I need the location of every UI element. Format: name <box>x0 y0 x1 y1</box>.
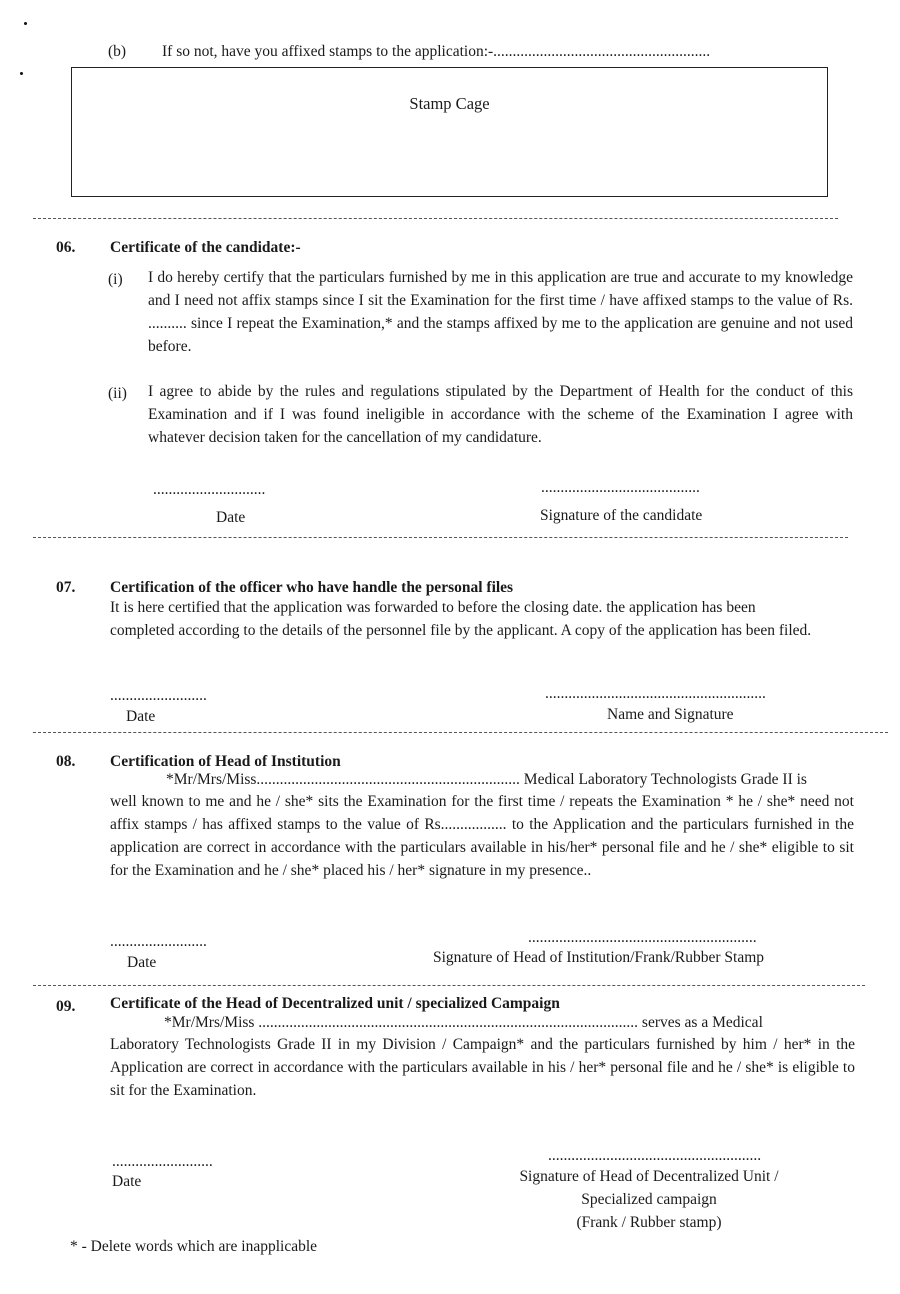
section-08-title: Certification of Head of Institution <box>110 753 341 770</box>
section-08-first-line: *Mr/Mrs/Miss.................................................................... Medical Laboratory Technologists Grade II is <box>166 771 807 788</box>
item-b-text: If so not, have you affixed stamps to the application:-........................................................ <box>162 43 711 60</box>
section-09-signature-line-3: (Frank / Rubber stamp) <box>576 1214 722 1231</box>
section-08-signature-label: Signature of Head of Institution/Frank/Rubber Stamp <box>433 949 765 966</box>
section-divider <box>33 732 888 733</box>
section-08-date-line: ......................... <box>110 933 207 950</box>
section-divider <box>33 218 838 219</box>
section-09-date-line: .......................... <box>112 1153 213 1170</box>
scan-speck <box>20 72 23 75</box>
section-09-signature-line-2: Specialized campaign <box>581 1191 717 1208</box>
section-09-first-line: *Mr/Mrs/Miss .................................................................................................. serves as a Medical <box>164 1014 763 1031</box>
scan-speck <box>24 22 27 25</box>
footnote: * - Delete words which are inapplicable <box>70 1238 318 1255</box>
section-06-date-line: ............................. <box>153 481 266 498</box>
section-09-signature-block <box>490 1165 808 1234</box>
stamp-cage-box <box>71 67 828 197</box>
section-09-number: 09. <box>56 998 76 1015</box>
section-07-date-label: Date <box>126 708 156 725</box>
section-07-signature-line: ......................................................... <box>545 685 766 702</box>
section-08-number: 08. <box>56 753 76 770</box>
section-09-date-label: Date <box>112 1173 142 1190</box>
section-09-signature-line-1: Signature of Head of Decentralized Unit / <box>519 1168 779 1185</box>
section-06-signature-line: ......................................... <box>541 479 700 496</box>
item-b-label: (b) <box>108 43 127 60</box>
section-07-text: It is here certified that the application was forwarded to before the closing date. the application has been completed according to the details of the personnel file by the applicant. A copy of the application has been filed. <box>110 599 812 639</box>
section-07-number: 07. <box>56 579 76 596</box>
section-07-title: Certification of the officer who have handle the personal files <box>110 579 514 596</box>
stamp-cage-title: Stamp Cage <box>409 94 490 113</box>
section-06-ii-label: (ii) <box>108 385 127 402</box>
section-divider <box>33 537 848 538</box>
section-06-i-text: I do hereby certify that the particulars furnished by me in this application are true and accurate to my knowledge and I need not affix stamps since I sit the Examination for the first time / have affixed stamps to the value of Rs. .......... since I repeat the Examination,* and the stamps affixed by me to the application are genuine and not used before. <box>148 269 853 355</box>
section-06-title: Certificate of the candidate:- <box>110 239 301 256</box>
section-06-number: 06. <box>56 239 76 256</box>
section-08-signature-line: ........................................................... <box>528 929 757 946</box>
section-06-date-label: Date <box>216 509 246 526</box>
section-08-date-label: Date <box>127 954 157 971</box>
section-divider <box>33 985 865 986</box>
section-08-text: well known to me and he / she* sits the Examination for the first time / repeats the Examination * he / she* need not affix stamps / has affixed stamps to the value of Rs................. to the Application and the particulars furnished in the application are correct in accordance with the particulars available in his/her* personal file and he / she* eligible to sit for the Examination and he / she* placed his / her* signature in my presence.. <box>110 793 854 879</box>
section-07-signature-label: Name and Signature <box>607 706 734 723</box>
section-09-signature-line: ....................................................... <box>548 1147 762 1164</box>
section-06-signature-label: Signature of the candidate <box>540 507 703 524</box>
section-07-date-line: ......................... <box>110 687 207 704</box>
section-09-text: Laboratory Technologists Grade II in my Division / Campaign* and the particulars furnished by him / her* in the Application are correct in accordance with the particulars available in his / her* personal file and he / she* is eligible to sit for the Examination. <box>110 1036 855 1099</box>
section-06-i-label: (i) <box>108 271 123 288</box>
section-09-title: Certificate of the Head of Decentralized unit / specialized Campaign <box>110 995 560 1012</box>
section-06-ii-text: I agree to abide by the rules and regulations stipulated by the Department of Health for the conduct of this Examination and if I was found ineligible in accordance with the scheme of the Examination I agree with whatever decision taken for the cancellation of my candidature. <box>148 383 853 446</box>
